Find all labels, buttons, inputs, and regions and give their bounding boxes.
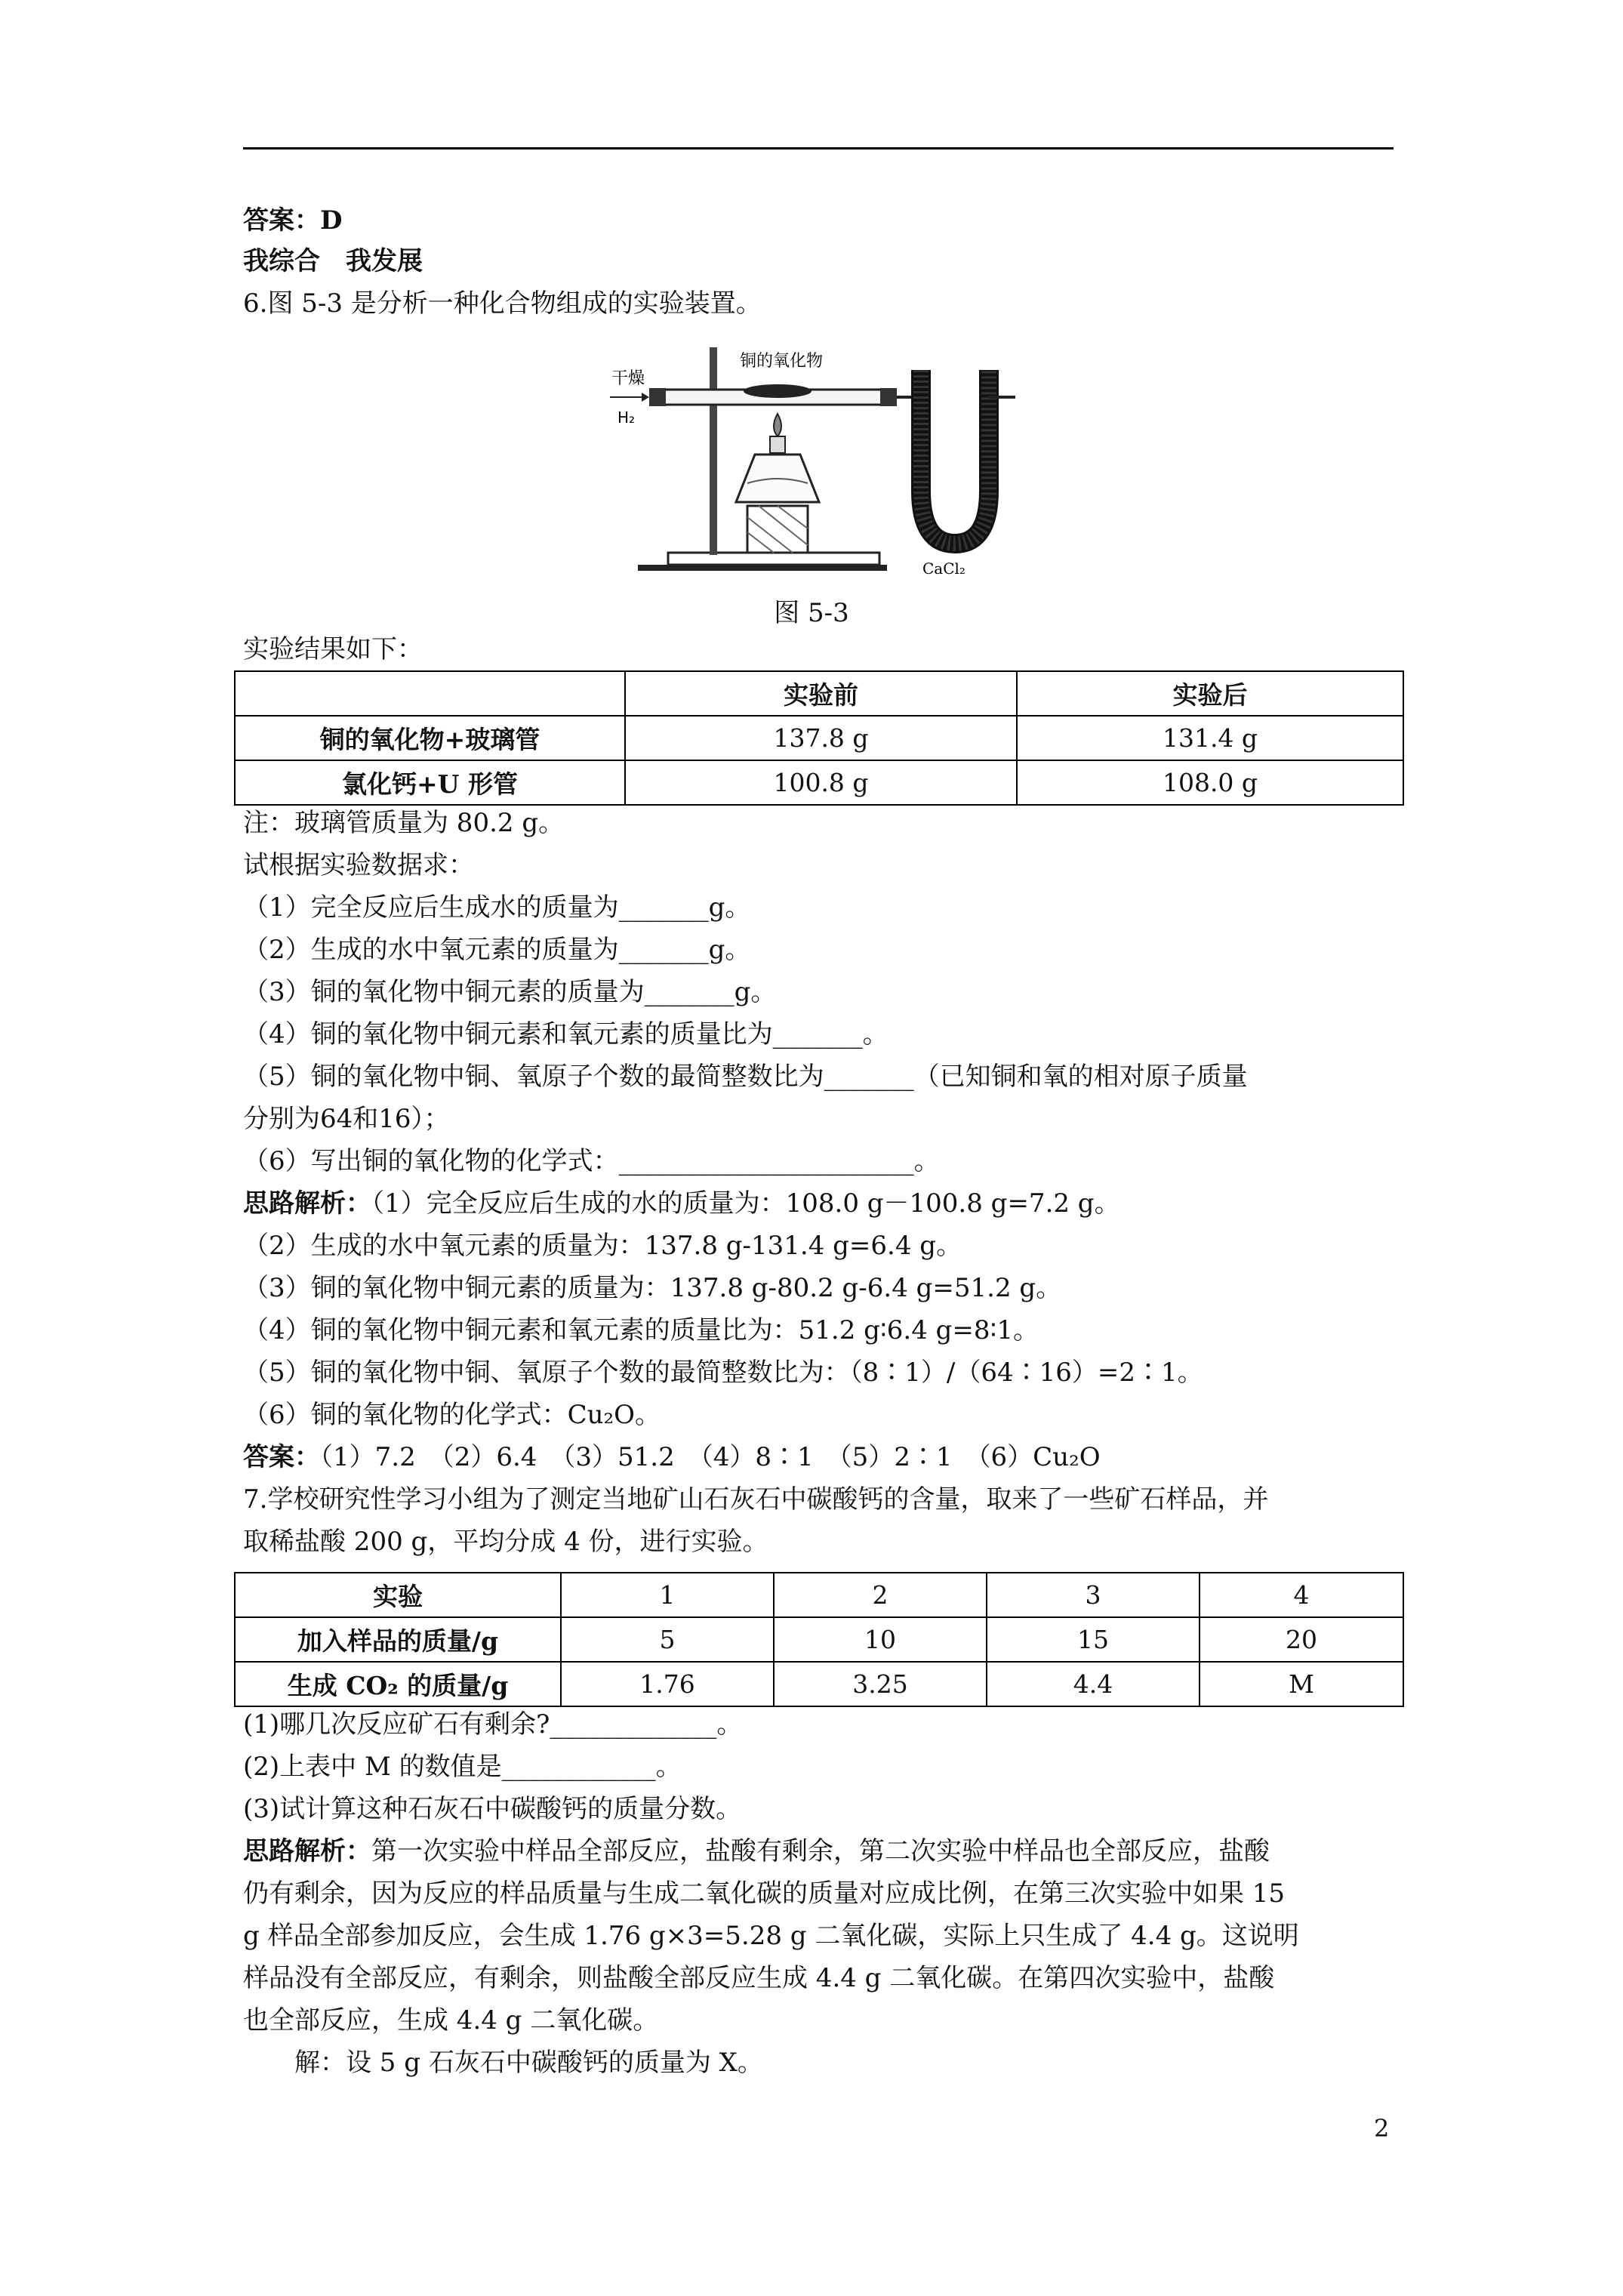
- table-row: [235, 760, 1403, 805]
- q7-analysis-line: [243, 1835, 1270, 1868]
- table-cell: 108.0 g: [1017, 760, 1403, 805]
- q7-item: (1)哪几次反应矿石有剩余?_____________。: [243, 1709, 743, 1740]
- q6-answer-line: [243, 1441, 1101, 1474]
- previous-answer: 答案：D: [243, 205, 343, 236]
- label-h2: H₂: [617, 408, 636, 427]
- apparatus-figure: [596, 325, 1019, 578]
- table-cell: 4: [1200, 1573, 1403, 1617]
- table-cell: 生成 CO₂ 的质量/g: [235, 1662, 561, 1706]
- q6-item: （5）铜的氧化物中铜、氧原子个数的最简整数比为_______（已知铜和氧的相对原子质量: [243, 1062, 1248, 1092]
- q7-analysis-line: 仍有剩余，因为反应的样品质量与生成二氧化碳的质量对应成比例，在第三次实验中如果 15: [243, 1878, 1286, 1909]
- q6-analysis-line: [243, 1187, 1120, 1220]
- q6-analysis-line: （6）铜的氧化物的化学式：Cu₂O。: [243, 1400, 661, 1430]
- results-table: [234, 670, 1404, 806]
- label-copper-oxide: 铜的氧化物: [740, 352, 824, 371]
- q6-item: （4）铜的氧化物中铜元素和氧元素的质量比为_______。: [243, 1019, 888, 1049]
- table-cell: 15: [987, 1617, 1200, 1662]
- u-tube: [921, 370, 1015, 544]
- table-cell: 3.25: [774, 1662, 987, 1706]
- q6-analysis-line: （2）生成的水中氧元素的质量为：137.8 g-131.4 g=6.4 g。: [243, 1231, 962, 1261]
- analysis-label: 思路解析：: [243, 1188, 371, 1219]
- table-cell: 1.76: [561, 1662, 774, 1706]
- table-cell: 100.8 g: [625, 760, 1017, 805]
- note: 注：玻璃管质量为 80.2 g。: [243, 808, 565, 838]
- table-cell: 2: [774, 1573, 987, 1617]
- q6-analysis-line: （4）铜的氧化物中铜元素和氧元素的质量比为：51.2 g∶6.4 g=8∶1。: [243, 1315, 1039, 1345]
- table-cell: 131.4 g: [1017, 716, 1403, 760]
- alcohol-lamp: [736, 414, 819, 553]
- q7-item: (2)上表中 M 的数值是____________。: [243, 1752, 682, 1782]
- table-row: [235, 1617, 1403, 1662]
- table-header: 实验前: [625, 671, 1017, 716]
- table-cell: 氯化钙+U 形管: [235, 760, 625, 805]
- table-cell: 5: [561, 1617, 774, 1662]
- table-header: [235, 671, 625, 716]
- table-cell: 20: [1200, 1617, 1403, 1662]
- q6-item: 分别为64和16）；: [243, 1104, 450, 1134]
- results-intro: 实验结果如下：: [243, 634, 423, 664]
- q7-intro-line: 取稀盐酸 200 g，平均分成 4 份，进行实验。: [243, 1527, 768, 1557]
- q7-analysis-line: g 样品全部参加反应，会生成 1.76 g×3=5.28 g 二氧化碳，实际上只生成了 4.4 g。这说明: [243, 1921, 1299, 1951]
- q6-item: （6）写出铜的氧化物的化学式：_______________________。: [243, 1146, 940, 1176]
- table-cell: M: [1200, 1662, 1403, 1706]
- header-rule: [243, 147, 1394, 149]
- question-6-intro: 6.图 5-3 是分析一种化合物组成的实验装置。: [243, 288, 762, 319]
- glass-tube: [649, 384, 929, 406]
- table-cell: 137.8 g: [625, 716, 1017, 760]
- q7-analysis-line: 样品没有全部反应，有剩余，则盐酸全部反应生成 4.4 g 二氧化碳。在第四次实验中，盐酸: [243, 1963, 1275, 1993]
- table-cell: 4.4: [987, 1662, 1200, 1706]
- answer-label: 答案：: [243, 1442, 320, 1472]
- analysis-text: （1）完全反应后生成的水的质量为：108.0 g－100.8 g=7.2 g。: [371, 1188, 1120, 1219]
- q7-item: (3)试计算这种石灰石中碳酸钙的质量分数。: [243, 1794, 742, 1824]
- q6-item: （1）完全反应后生成水的质量为_______g。: [243, 892, 751, 923]
- table-row: [235, 1662, 1403, 1706]
- table-row: [235, 1573, 1403, 1617]
- table-row: [235, 716, 1403, 760]
- table-cell: 铜的氧化物+玻璃管: [235, 716, 625, 760]
- q7-analysis-line: 也全部反应，生成 4.4 g 二氧化碳。: [243, 2005, 659, 2036]
- ask-text: 试根据实验数据求：: [243, 850, 474, 880]
- q7-intro-line: 7.学校研究性学习小组为了测定当地矿山石灰石中碳酸钙的含量，取来了一些矿石样品，并: [243, 1484, 1269, 1515]
- q6-item: （2）生成的水中氧元素的质量为_______g。: [243, 935, 751, 965]
- table-cell: 10: [774, 1617, 987, 1662]
- table-cell: 加入样品的质量/g: [235, 1617, 561, 1662]
- q6-analysis-line: （3）铜的氧化物中铜元素的质量为：137.8 g-80.2 g-6.4 g=51.2 g。: [243, 1273, 1062, 1303]
- section-title: 我综合 我发展: [243, 246, 423, 276]
- experiment-table: [234, 1572, 1404, 1707]
- analysis-text: 第一次实验中样品全部反应，盐酸有剩余，第二次实验中样品也全部反应，盐酸: [371, 1836, 1270, 1866]
- page-number: 2: [1374, 2114, 1390, 2143]
- label-dry: 干燥: [611, 369, 645, 388]
- q6-analysis-line: （5）铜的氧化物中铜、氧原子个数的最简整数比为：（8∶1）/（64∶16）=2∶1。: [243, 1358, 1203, 1388]
- analysis-label: 思路解析：: [243, 1836, 371, 1866]
- solution-line: 解：设 5 g 石灰石中碳酸钙的质量为 X。: [294, 2048, 763, 2078]
- table-cell: 实验: [235, 1573, 561, 1617]
- figure-caption: 图 5-3: [774, 598, 849, 628]
- table-header: 实验后: [1017, 671, 1403, 716]
- q6-item: （3）铜的氧化物中铜元素的质量为_______g。: [243, 977, 777, 1007]
- table-cell: 1: [561, 1573, 774, 1617]
- answer-text: （1）7.2 （2）6.4 （3）51.2 （4）8∶1 （5）2∶1 （6）Cu₂O: [320, 1442, 1101, 1472]
- table-cell: 3: [987, 1573, 1200, 1617]
- label-cacl2: CaCl₂: [922, 559, 965, 578]
- table-row: [235, 671, 1403, 716]
